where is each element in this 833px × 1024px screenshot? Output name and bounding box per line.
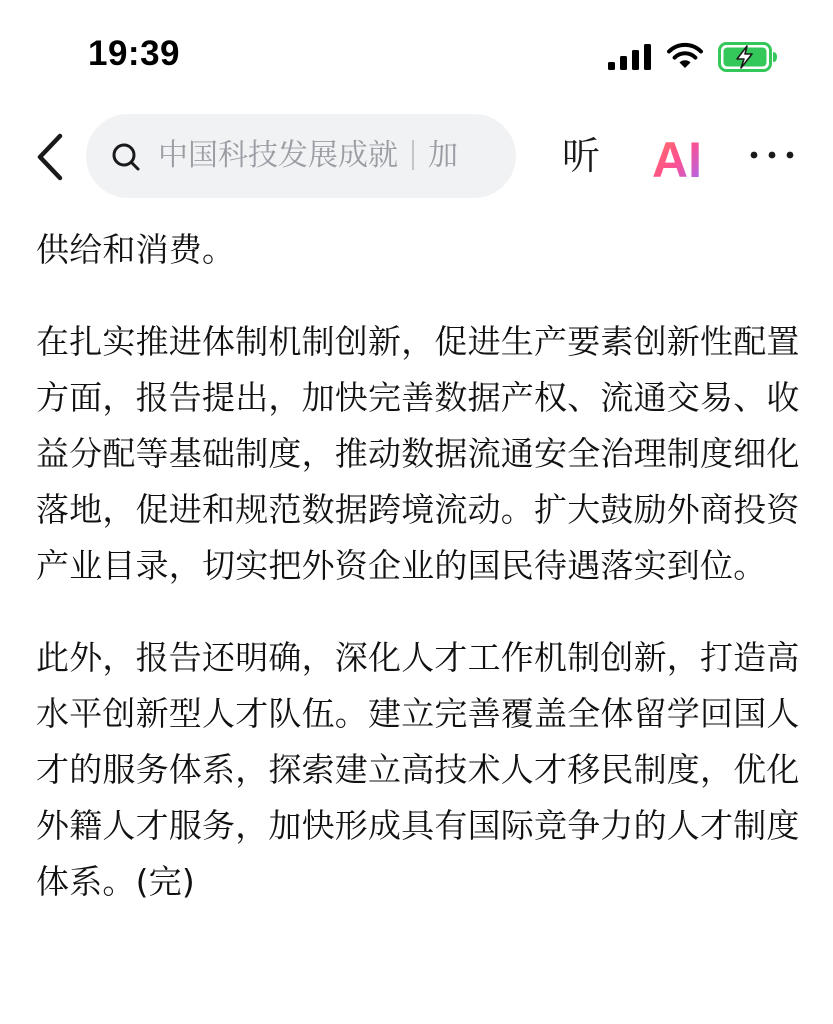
article-paragraph: 供给和消费。 bbox=[36, 230, 236, 269]
chevron-left-icon[interactable] bbox=[28, 130, 74, 184]
battery-charging-icon bbox=[718, 42, 778, 72]
article-body bbox=[36, 222, 801, 910]
search-input[interactable] bbox=[86, 114, 516, 198]
more-horizontal-icon[interactable] bbox=[746, 138, 798, 172]
article-paragraph: 此外，报告还明确，深化人才工作机制创新，打造高水平创新型人才队伍。建立完善覆盖全体留学回国人才的服务体系，探索建立高技术人才移民制度，优化外籍人才服务，加快形成具有国际竞争力的人才制度体系。(完) bbox=[36, 638, 800, 901]
search-divider bbox=[412, 140, 414, 170]
status-time: 19:39 bbox=[88, 34, 181, 73]
cellular-signal-icon bbox=[608, 44, 652, 70]
listen-button[interactable]: 听 bbox=[562, 134, 601, 178]
ai-label: AI bbox=[652, 132, 702, 184]
search-icon bbox=[110, 141, 142, 173]
wifi-icon bbox=[666, 42, 704, 70]
ai-button[interactable] bbox=[652, 130, 708, 184]
nav-bar bbox=[0, 108, 833, 204]
article-paragraph: 在扎实推进体制机制创新，促进生产要素创新性配置方面，报告提出，加快完善数据产权、流通交易、收益分配等基础制度，推动数据流通安全治理制度细化落地，促进和规范数据跨境流动。扩大鼓励外商投资产业目录，切实把外资企业的国民待遇落实到位。 bbox=[36, 322, 800, 585]
search-overflow-text: 加 bbox=[428, 138, 458, 173]
status-bar bbox=[0, 0, 833, 100]
search-query bbox=[158, 114, 458, 198]
search-query-text: 中国科技发展成就 bbox=[158, 138, 398, 173]
